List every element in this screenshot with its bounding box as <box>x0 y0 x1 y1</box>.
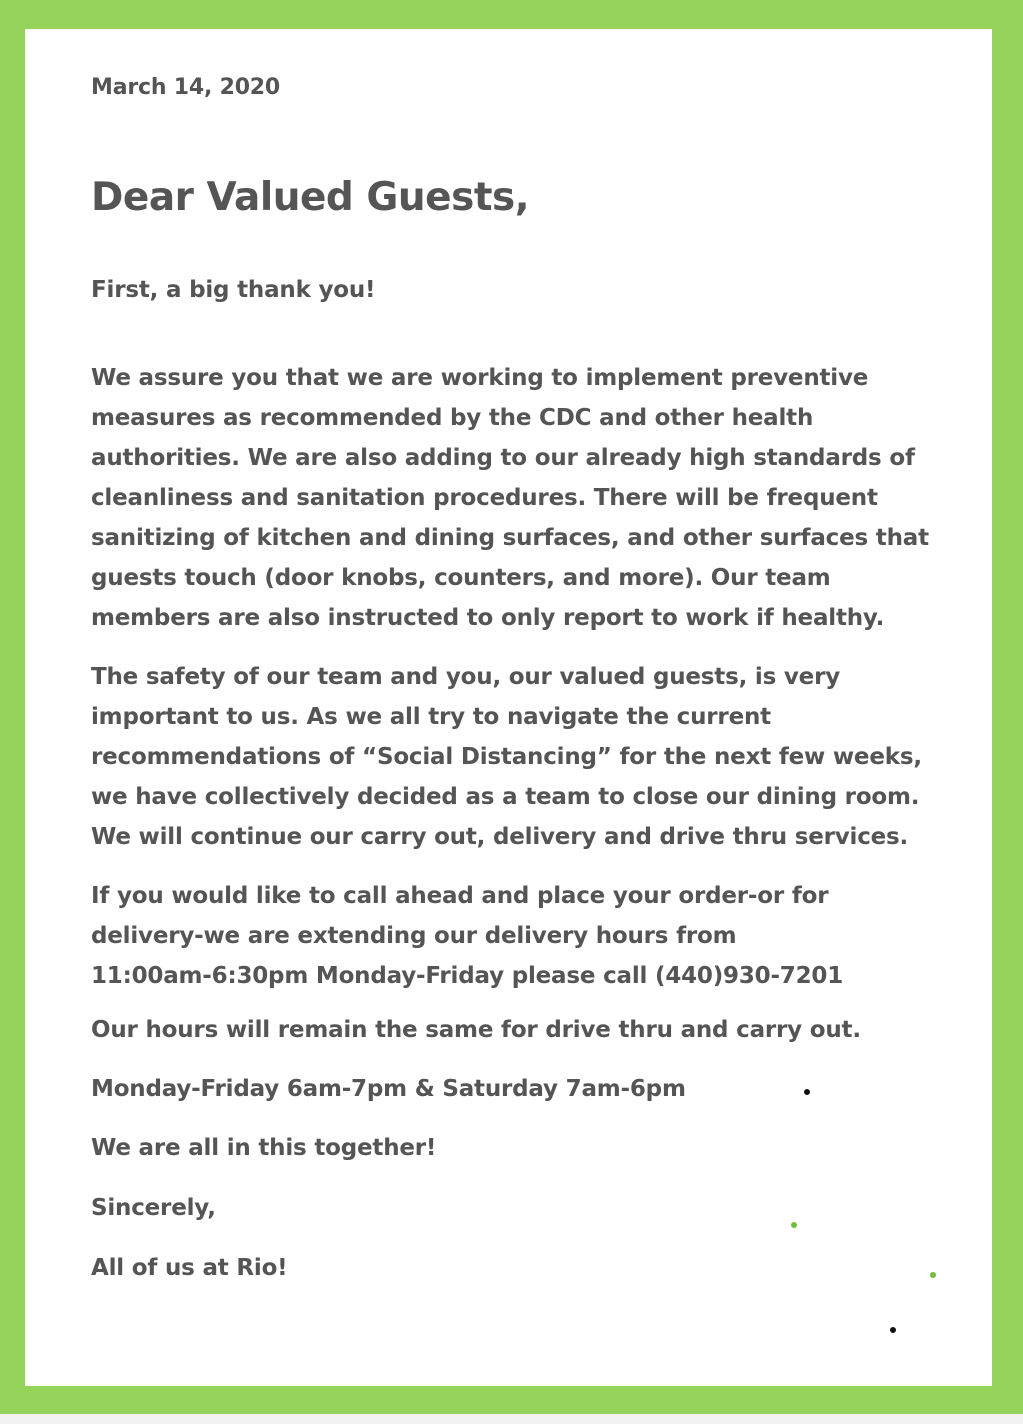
decorative-dot <box>930 1272 936 1278</box>
paragraph-delivery-hours: If you would like to call ahead and place your order-or for delivery-we are extending our delivery hours from 11:00am-6:30pm Monday-Friday please call (440)930-7201 <box>91 883 844 989</box>
signature-line: All of us at Rio! <box>91 1255 288 1281</box>
salutation-heading: Dear Valued Guests, <box>91 175 530 220</box>
letter-date: March 14, 2020 <box>91 75 281 100</box>
letter-page <box>25 29 992 1386</box>
decorative-dot <box>791 1222 797 1228</box>
closing-line: Sincerely, <box>91 1195 216 1221</box>
hours-note: Our hours will remain the same for drive thru and carry out. <box>91 1017 861 1043</box>
decorative-dot <box>890 1327 896 1333</box>
business-hours: Monday-Friday 6am-7pm & Saturday 7am-6pm <box>91 1076 686 1102</box>
together-line: We are all in this together! <box>91 1135 437 1161</box>
paragraph-dining-room-closure: The safety of our team and you, our valued guests, is very important to us. As we all try to navigate the current recommendations of “Social Distancing” for the next few weeks, we have collectively decided as a team to close our dining room. We will continue our carry out, delivery and drive thru services. <box>91 664 922 850</box>
decorative-dot <box>804 1089 810 1095</box>
paragraph-preventive-measures: We assure you that we are working to implement preventive measures as recommended by the CDC and other health authorities. We are also adding to our already high standards of cleanliness and sanitation procedures. There will be frequent sanitizing of kitchen and dining surfaces, and other surfaces that guests touch (door knobs, counters, and more). Our team members are also instructed to only report to work if healthy. <box>91 365 929 631</box>
thanks-line: First, a big thank you! <box>91 277 376 303</box>
